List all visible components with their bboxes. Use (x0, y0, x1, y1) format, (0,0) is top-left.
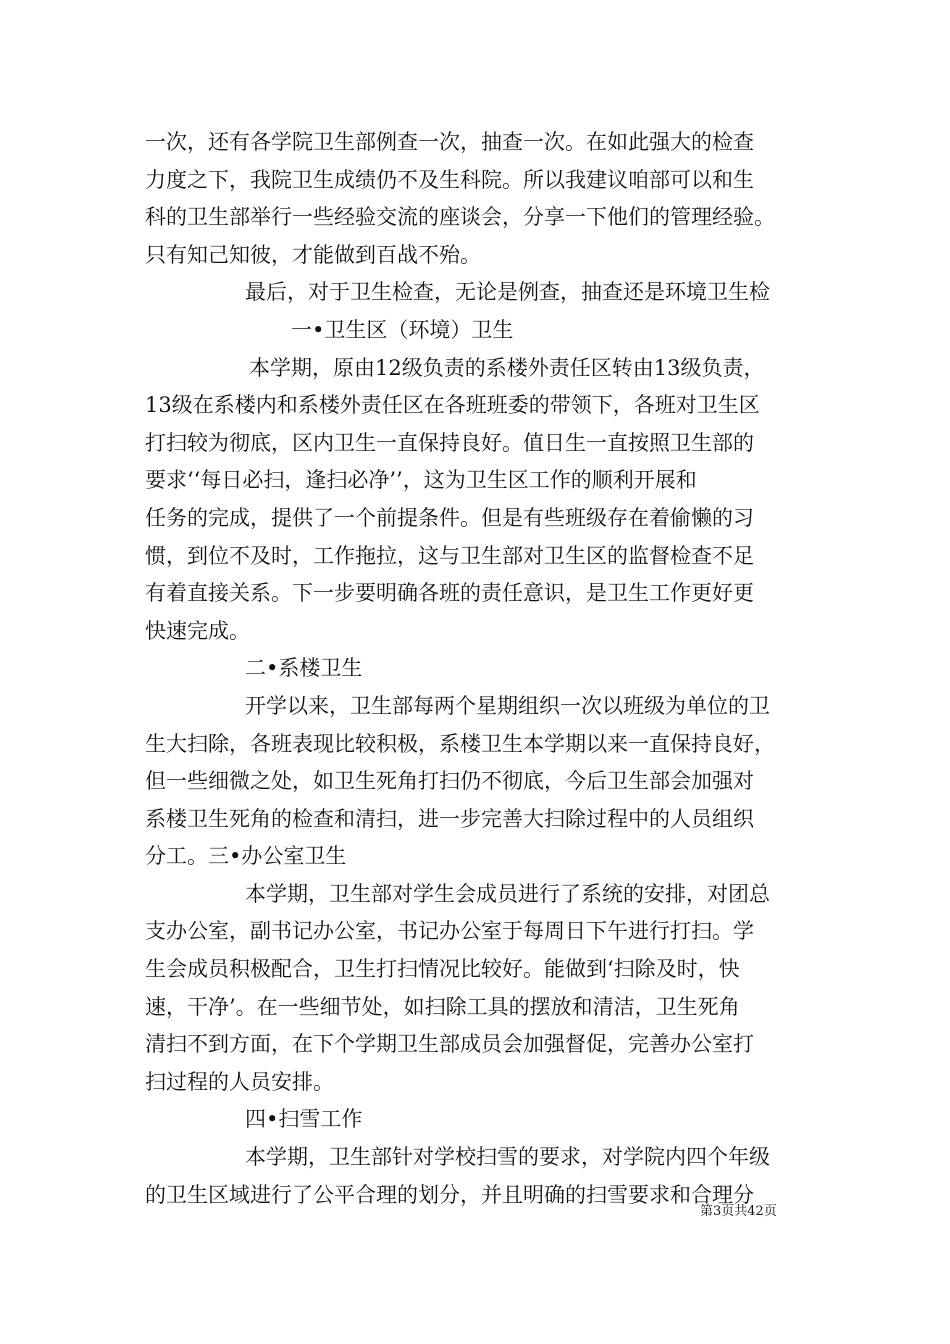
text-line: 的卫生区域进行了公平合理的划分，并且明确的扫雪要求和合理分 (145, 1182, 754, 1207)
text-line: 本学期，原由12级负责的系楼外责任区转由13级负责， (249, 355, 765, 380)
text-line: 开学以来，卫生部每两个星期组织一次以班级为单位的卫 (245, 693, 770, 718)
text-line: 最后，对于卫生检查，无论是例查，抽查还是环境卫生检 (245, 280, 770, 305)
text-line: 本学期，卫生部对学生会成员进行了系统的安排，对团总 (245, 881, 770, 906)
text-line: 力度之下，我院卫生成绩仍不及生科院。所以我建议咱部可以和生 (145, 167, 754, 192)
text-line: 任务的完成，提供了一个前提条件。但是有些班级存在着偷懒的习 (145, 505, 754, 530)
text-line: 系楼卫生死角的检查和清扫，进一步完善大扫除过程中的人员组织 (145, 806, 754, 831)
text-line: 有着直接关系。下一步要明确各班的责任意识，是卫生工作更好更 (145, 581, 754, 606)
text-line: 科的卫生部举行一些经验交流的座谈会，分享一下他们的管理经验。 (145, 205, 775, 230)
text-line: 扫过程的人员安排。 (145, 1069, 334, 1094)
text-line: 本学期，卫生部针对学校扫雪的要求，对学院内四个年级 (245, 1145, 770, 1170)
text-line: 但一些细微之处，如卫生死角打扫仍不彻底，今后卫生部会加强对 (145, 769, 754, 794)
text-line: 只有知己知彼，才能做到百战不殆。 (145, 242, 481, 267)
text-line: 打扫较为彻底，区内卫生一直保持良好。值日生一直按照卫生部的 (145, 430, 754, 455)
section-heading-2: 二•系楼卫生 (245, 656, 363, 681)
page-number: 第3页共42页 (700, 1204, 777, 1219)
text-line: 生会成员积极配合，卫生打扫情况比较好。能做到‘扫除及时，快 (145, 957, 740, 982)
section-heading-1: 一•卫生区（环境）卫生 (291, 317, 514, 342)
text-line: 清扫不到方面，在下个学期卫生部成员会加强督促，完善办公室打 (145, 1032, 754, 1057)
section-heading-3-line: 分工。三•办公室卫生 (145, 844, 347, 869)
text-line: 惯，到位不及时，工作拖拉，这与卫生部对卫生区的监督检查不足 (145, 543, 754, 568)
text-line: 13级在系楼内和系楼外责任区在各班班委的带领下，各班对卫生区 (145, 393, 760, 418)
text-line: 速，干净’。在一些细节处，如扫除工具的摆放和清洁，卫生死角 (145, 994, 740, 1019)
text-line: 生大扫除，各班表现比较积极，系楼卫生本学期以来一直保持良好， (145, 731, 775, 756)
section-heading-4: 四•扫雪工作 (245, 1107, 363, 1132)
body-text (145, 124, 815, 1214)
text-line: 支办公室，副书记办公室，书记办公室于每周日下午进行打扫。学 (145, 919, 754, 944)
text-line: 一次，还有各学院卫生部例查一次，抽查一次。在如此强大的检查 (145, 130, 754, 154)
text-line: 要求‘‘每日必扫，逢扫必净’’，这为卫生区工作的顺利开展和 (145, 468, 697, 493)
text-line: 快速完成。 (145, 618, 250, 643)
